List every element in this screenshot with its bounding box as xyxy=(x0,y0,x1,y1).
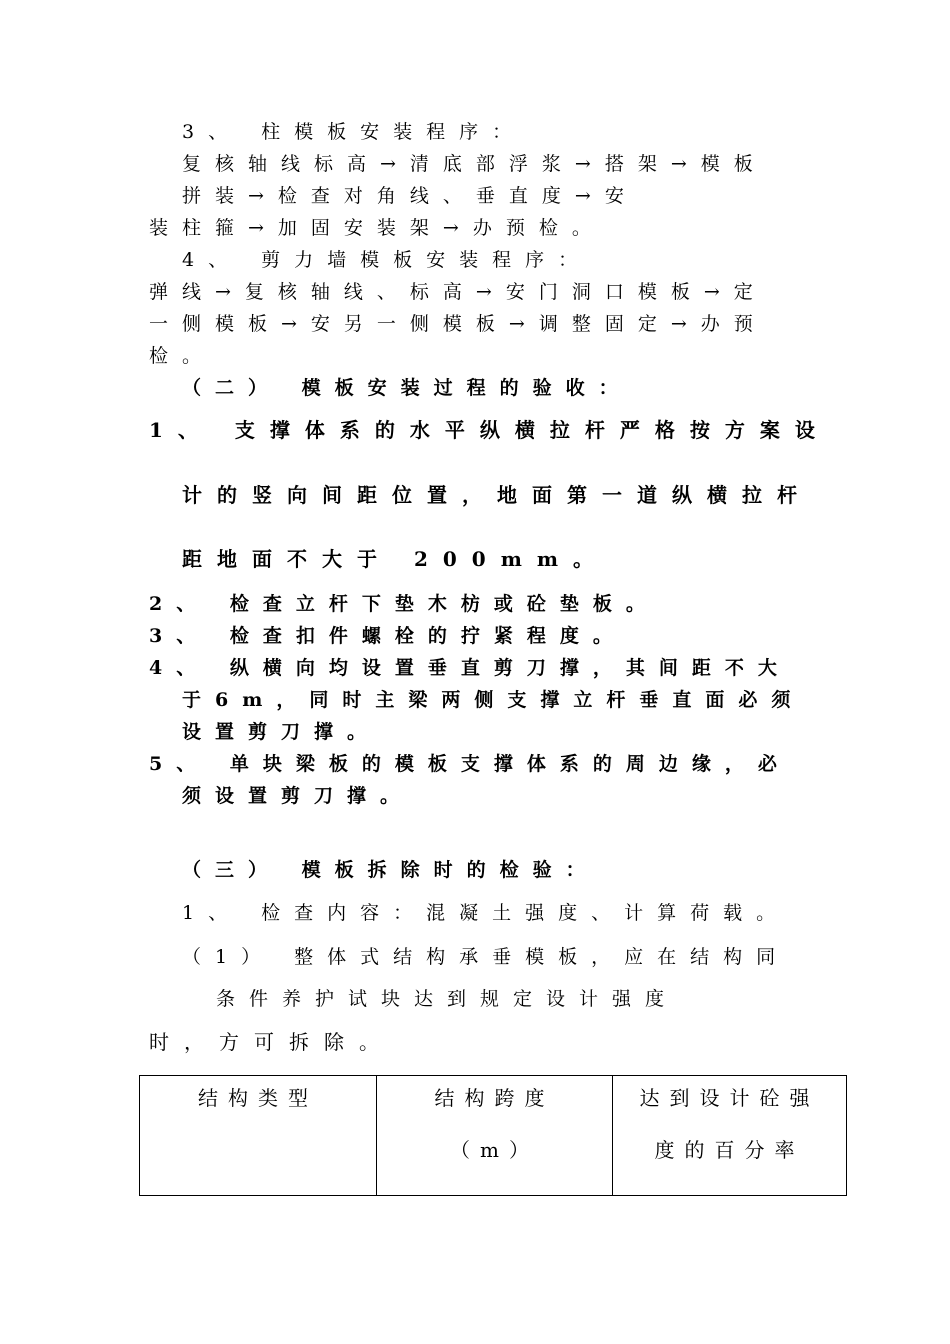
acceptance-item-1-line-1: 1、 支撑体系的水平纵横拉杆严格按方案设 xyxy=(149,418,830,442)
removal-item-1-1-line-2: 条件养护试块达到规定设计强度 xyxy=(216,988,679,1010)
acceptance-item-2: 2、 检查立杆下垫木枋或砼垫板。 xyxy=(149,593,659,615)
acceptance-item-5-line-2: 须设置剪刀撑。 xyxy=(182,785,414,807)
heading-part-3: （三） 模板拆除时的检验： xyxy=(182,859,599,881)
acceptance-item-4-line-1: 4、 纵横向均设置垂直剪刀撑，其间距不大 xyxy=(149,657,791,679)
acceptance-item-1-line-3: 距地面不大于 200mm。 xyxy=(182,547,609,571)
header-structure-type xyxy=(140,1076,377,1196)
table-header-row xyxy=(140,1076,847,1196)
removal-item-1: 1、 检查内容：混凝土强度、计算荷载。 xyxy=(182,902,790,924)
column-procedure-line-2: 拼装→检查对角线、垂直度→安 xyxy=(182,185,638,207)
strength-requirement-table xyxy=(139,1075,847,1196)
header-strength-percent xyxy=(613,1076,847,1196)
acceptance-item-4-line-2: 于6m，同时主梁两侧支撑立杆垂直面必须 xyxy=(182,689,805,711)
removal-item-1-1-line-1: （1） 整体式结构承垂模板，应在结构同 xyxy=(182,946,790,968)
header-structure-type-label: 结构类型 xyxy=(198,1086,318,1110)
section-3-title: 3、 柱模板安装程序： xyxy=(182,121,526,143)
header-structure-span-unit: （m） xyxy=(450,1138,539,1162)
header-structure-span xyxy=(377,1076,613,1196)
column-procedure-line-3: 装柱箍→加固安装架→办预检。 xyxy=(149,217,605,239)
heading-part-2: （二） 模板安装过程的验收： xyxy=(182,377,632,399)
header-strength-percent-line-2: 度的百分率 xyxy=(654,1138,805,1162)
acceptance-item-5-line-1: 5、 单块梁板的模板支撑体系的周边缘，必 xyxy=(149,753,791,775)
acceptance-item-1-line-2: 计的竖向间距位置，地面第一道纵横拉杆 xyxy=(182,483,812,507)
column-procedure-line-1: 复核轴线标高→清底部浮浆→搭架→模板 xyxy=(182,153,767,175)
removal-item-1-1-line-3: 时，方可拆除。 xyxy=(149,1030,394,1054)
wall-procedure-line-2: 一侧模板→安另一侧模板→调整固定→办预 xyxy=(149,313,767,335)
acceptance-item-3: 3、 检查扣件螺栓的拧紧程度。 xyxy=(149,625,626,647)
wall-procedure-line-3: 检。 xyxy=(149,345,216,367)
acceptance-item-4-line-3: 设置剪刀撑。 xyxy=(182,721,381,743)
wall-procedure-line-1: 弹线→复核轴线、标高→安门洞口模板→定 xyxy=(149,281,767,303)
header-structure-span-label: 结构跨度 xyxy=(434,1086,555,1110)
header-strength-percent-line-1: 达到设计砼强 xyxy=(639,1086,820,1110)
section-4-title: 4、 剪力墙模板安装程序： xyxy=(182,249,592,271)
